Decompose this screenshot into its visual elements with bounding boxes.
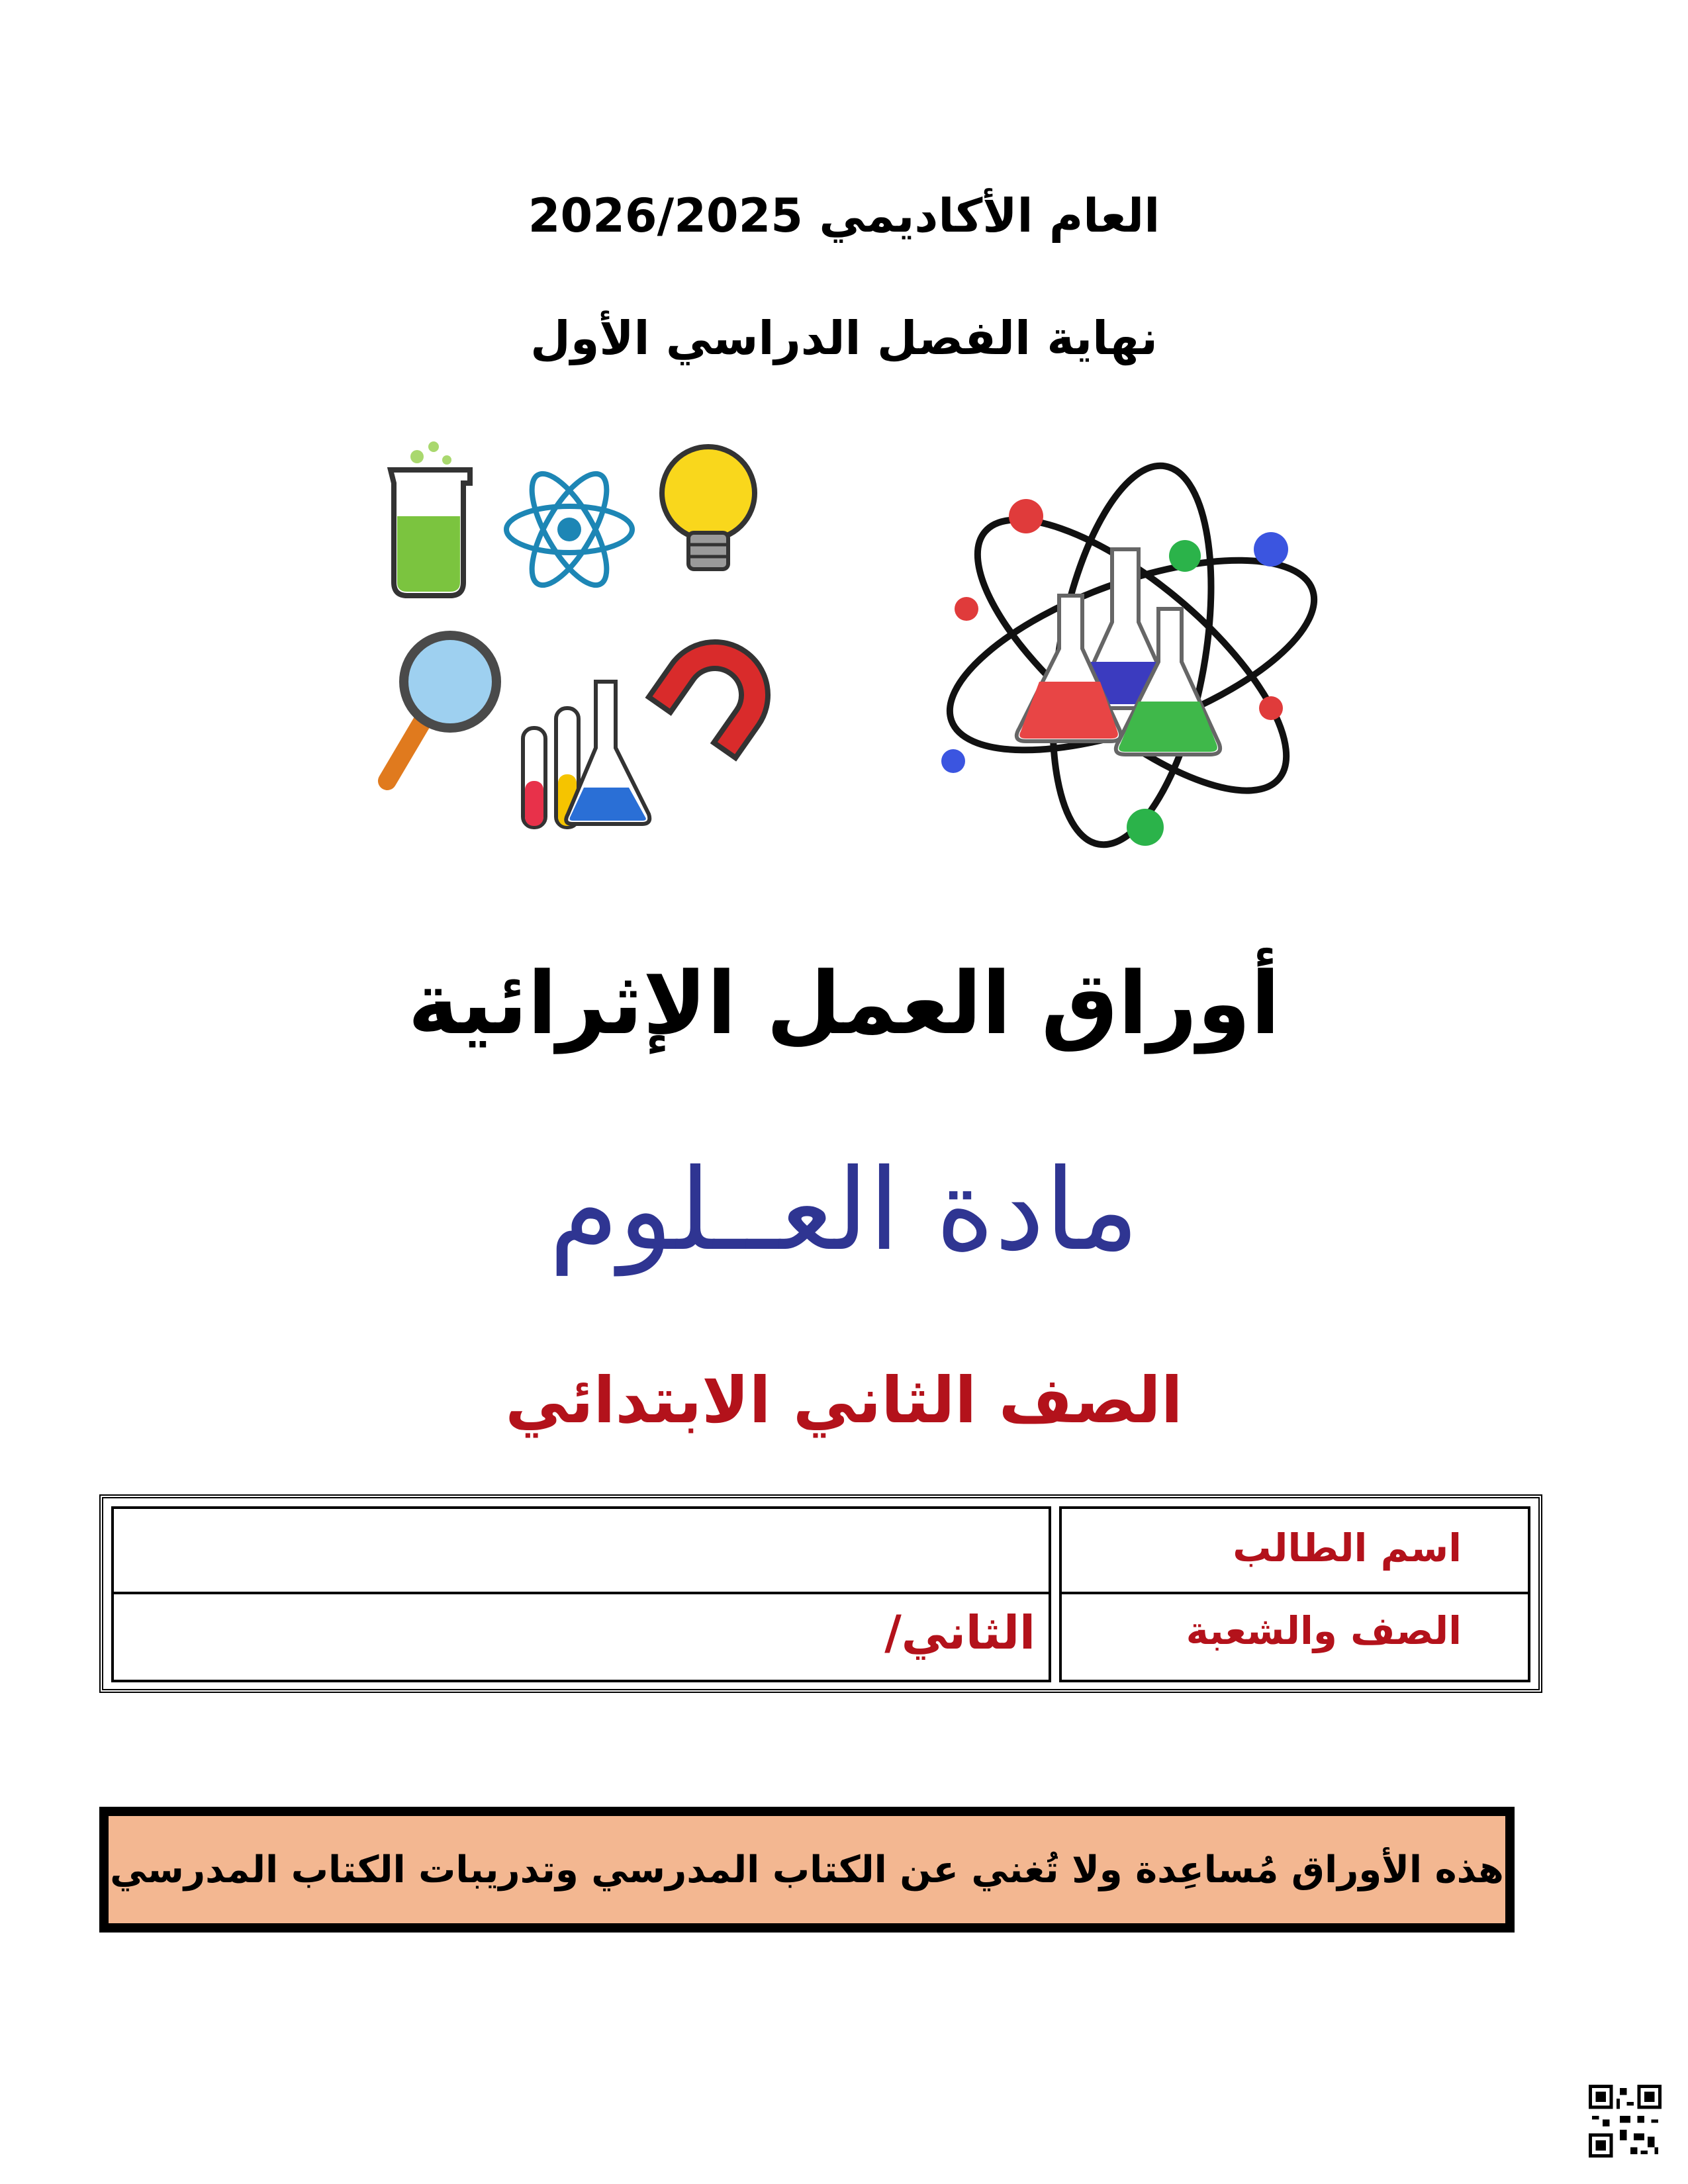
class-section-label: الصف والشعبة [1186,1608,1462,1653]
main-title: أوراق العمل الإثرائية [408,953,1280,1054]
qr-code-icon [1589,2085,1662,2158]
light-bulb-icon [662,447,755,569]
class-section-value: الثاني/ [884,1606,1035,1660]
student-info-table [99,1494,1542,1693]
semester-title: نهاية الفصل الدراسي الأول [530,311,1158,365]
test-tubes-icon [523,682,649,827]
flasks-atom-illustration [927,450,1337,860]
row-divider [1062,1592,1528,1594]
flasks-atom-icon [927,453,1337,856]
grade-title: الصف الثاني الابتدائي [505,1363,1183,1437]
atom-icon [506,463,632,596]
magnifier-icon [387,635,496,781]
label-column [1059,1506,1530,1682]
row-divider [114,1592,1049,1594]
student-name-label: اسم الطالب [1233,1525,1462,1570]
note-text: هذه الأوراق مُساعِدة ولا تُغني عن الكتاب المدرسي وتدريبات الكتاب المدرسي [110,1848,1504,1891]
academic-year: العام الأكاديمي 2026/2025 [528,189,1160,243]
science-clipart [371,430,794,854]
beaker-icon [391,441,470,596]
note-box [99,1807,1515,1933]
subject-title: مادة العــلوم [549,1145,1139,1276]
magnet-icon [649,621,788,758]
value-column [111,1506,1051,1682]
